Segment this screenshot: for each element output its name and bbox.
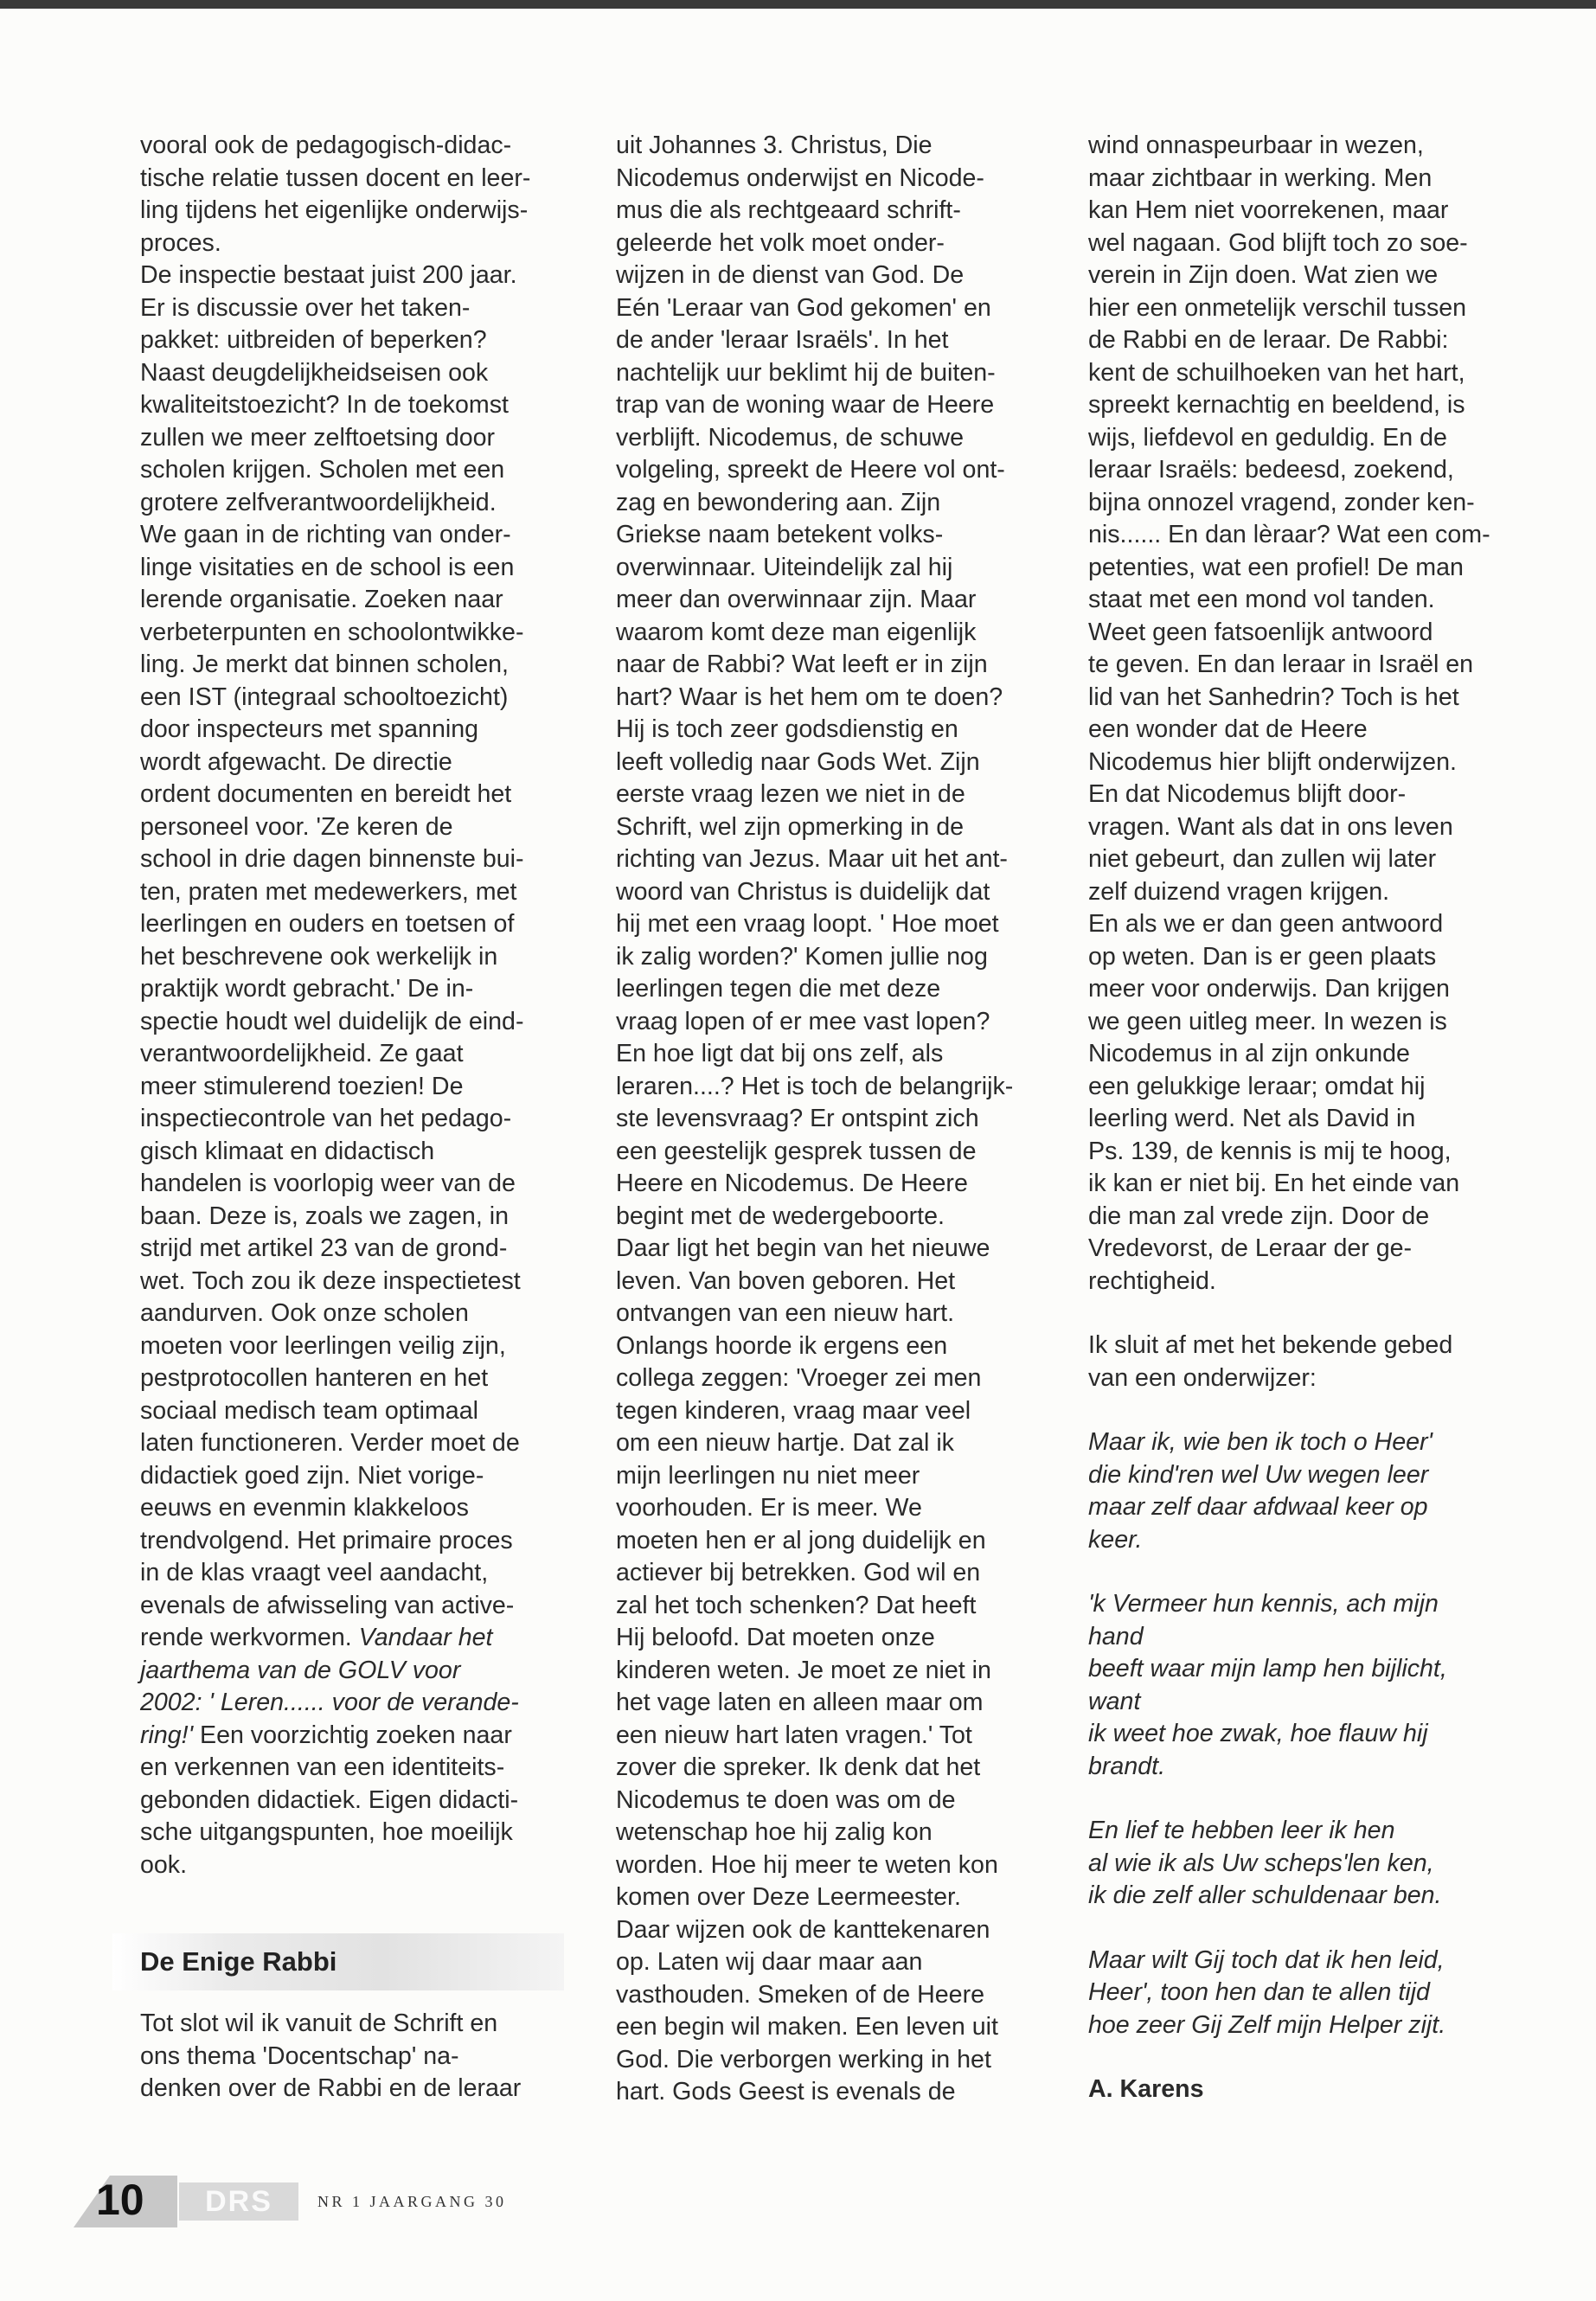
text-line: trap van de woning waar de Heere	[616, 391, 995, 419]
poem-line: En lief te hebben leer ik hen	[1088, 1817, 1395, 1844]
text-column-1	[140, 130, 590, 2106]
poem-line: al wie ik als Uw scheps'len ken,	[1088, 1849, 1434, 1877]
text-line: proces.	[140, 228, 221, 257]
poem	[1088, 1394, 1538, 2041]
text-line: leeft volledig naar Gods Wet. Zijn	[616, 747, 980, 776]
poem-line: keer.	[1088, 1525, 1143, 1554]
text-line: ik zalig worden?' Komen jullie nog	[616, 942, 988, 971]
text-line: zelf duizend vragen krijgen.	[1088, 877, 1390, 906]
text-line: worden. Hoe hij meer te weten kon	[616, 1850, 998, 1879]
text-line: mijn leerlingen nu niet meer	[616, 1461, 920, 1490]
text-line: actiever bij betrekken. God wil en	[616, 1559, 981, 1586]
text-line: Nicodemus in al zijn onkunde	[1088, 1040, 1410, 1067]
text-line: komen over Deze Leermeester.	[616, 1883, 961, 1911]
text-line: Daar wijzen ook de kanttekenaren	[616, 1915, 990, 1944]
text-line: inspectiecontrole van het pedago-	[140, 1105, 512, 1132]
text-line: op weten. Dan is er geen plaats	[1088, 942, 1437, 971]
text-line: een IST (integraal schooltoezicht)	[140, 683, 509, 711]
text-line: richting van Jezus. Maar uit het ant-	[616, 845, 1008, 873]
text-line: Hij beloofd. Dat moeten onze	[616, 1624, 935, 1651]
spacer	[1088, 2041, 1538, 2073]
text-line: eeuws en evenmin klakkeloos	[140, 1494, 469, 1522]
italic-text: 2002: ' Leren...... voor de verande-	[140, 1689, 519, 1716]
text-line: vasthouden. Smeken of de Heere	[616, 1980, 985, 2009]
text-line: wordt afgewacht. De directie	[140, 747, 452, 776]
text-line: meer stimulerend toezien! De	[140, 1072, 464, 1100]
text-line: moeten voor leerlingen veilig zijn,	[140, 1331, 506, 1360]
text-line: nis...... En dan lèraar? Wat een com-	[1088, 521, 1490, 548]
text-line: een geestelijk gesprek tussen de	[616, 1137, 977, 1165]
poem-line: Heer', toon hen dan te allen tijd	[1088, 1978, 1430, 2006]
top-rule	[0, 0, 1596, 9]
text-line: een wonder dat de Heere	[1088, 715, 1368, 743]
text-line: praktijk wordt gebracht.' De in-	[140, 975, 474, 1003]
text-line: We gaan in de richting van onder-	[140, 521, 511, 548]
text-line: een gelukkige leraar; omdat hij	[1088, 1072, 1426, 1100]
text-line: eerste vraag lezen we niet in de	[616, 780, 965, 808]
text-line: trendvolgend. Het primaire proces	[140, 1526, 513, 1554]
text-line: te geven. En dan leraar in Israël en	[1088, 651, 1474, 678]
text-line: kent de schuilhoeken van het hart,	[1088, 358, 1465, 387]
text-line: op. Laten wij daar maar aan	[616, 1948, 923, 1976]
text-line: ik kan er niet bij. En het einde van	[1088, 1170, 1460, 1197]
spacer	[1088, 1556, 1538, 1588]
text-line: zag en bewondering aan. Zijn	[616, 488, 941, 516]
text-line: die man zal vrede zijn. Door de	[1088, 1202, 1430, 1230]
text-line: ons thema 'Docentschap' na-	[140, 2041, 459, 2070]
text-line: overwinnaar. Uiteindelijk zal hij	[616, 553, 953, 581]
spacer	[1088, 1783, 1538, 1815]
text-line: leerlingen tegen die met deze	[616, 975, 941, 1003]
poem-line: maar zelf daar afdwaal keer op	[1088, 1493, 1428, 1521]
body-text	[616, 130, 1074, 2109]
text-line: een begin wil maken. Een leven uit	[616, 2013, 998, 2041]
text-line: vraag lopen of er mee vast lopen?	[616, 1007, 990, 1035]
text-line	[140, 1622, 590, 1655]
text-line: maar zichtbaar in werking. Men	[1088, 163, 1433, 192]
text-line: strijd met artikel 23 van de grond-	[140, 1234, 508, 1262]
text-column-2	[616, 130, 1074, 2109]
text-line: om een nieuw hartje. Dat zal ik	[616, 1429, 954, 1457]
italic-text: Vandaar het	[358, 1624, 493, 1651]
spacer	[1088, 1913, 1538, 1945]
text-line: ordent documenten en bereidt het	[140, 780, 512, 808]
text-line: begint met de wedergeboorte.	[616, 1202, 945, 1230]
text-line: volgeling, spreekt de Heere vol ont-	[616, 456, 1005, 484]
text-line: verein in Zijn doen. Wat zien we	[1088, 261, 1439, 289]
text-line: ling tijdens het eigenlijke onderwijs-	[140, 196, 529, 224]
text-line: lerende organisatie. Zoeken naar	[140, 586, 503, 613]
text-line: Onlangs hoorde ik ergens een	[616, 1331, 948, 1360]
text-line: vragen. Want als dat in ons leven	[1088, 812, 1453, 841]
text-line: de Rabbi en de leraar. De Rabbi:	[1088, 326, 1449, 354]
poem-line: ik die zelf aller schuldenaar ben.	[1088, 1881, 1442, 1909]
body-text	[140, 1752, 590, 1881]
text-line: Weet geen fatsoenlijk antwoord	[1088, 618, 1433, 646]
text-line: verblijft. Nicodemus, de schuwe	[616, 423, 965, 452]
text-column-3	[1088, 130, 1538, 2106]
text-line: leraren....? Het is toch de belangrijk-	[616, 1072, 1014, 1100]
text-line: moeten hen er al jong duidelijk en	[616, 1526, 986, 1554]
text-line: mus die als rechtgeaard schrift-	[616, 196, 961, 224]
text-line: door inspecteurs met spanning	[140, 715, 479, 743]
italic-text: jaarthema van de GOLV voor	[140, 1656, 461, 1684]
poem-stanza	[1088, 1945, 1538, 2042]
text-line: spectie houdt wel duidelijk de eind-	[140, 1007, 524, 1035]
text-line: Nicodemus onderwijst en Nicode-	[616, 163, 984, 192]
text-line: baan. Deze is, zoals we zagen, in	[140, 1202, 509, 1230]
text-line: grotere zelfverantwoordelijkheid.	[140, 488, 497, 516]
text-line	[140, 1720, 590, 1753]
text-line: evenals de afwisseling van active-	[140, 1591, 515, 1619]
text-line: Eén 'Leraar van God gekomen' en	[616, 293, 991, 322]
text-line: petenties, wat een profiel! De man	[1088, 553, 1464, 581]
poem-line: brandt.	[1088, 1752, 1166, 1780]
text-line: verbeterpunten en schoolontwikke-	[140, 618, 524, 646]
text-line: linge visitaties en de school is een	[140, 553, 515, 581]
text-line: leerlingen en ouders en toetsen of	[140, 910, 515, 938]
text-line: Ik sluit af met het bekende gebed	[1088, 1331, 1453, 1359]
text-line: God. Die verborgen werking in het	[616, 2045, 991, 2073]
text-line: kinderen weten. Je moet ze niet in	[616, 1656, 991, 1684]
text-line: wind onnaspeurbaar in wezen,	[1088, 131, 1424, 159]
text-line: De inspectie bestaat juist 200 jaar.	[140, 261, 517, 289]
spacer	[1088, 1298, 1538, 1330]
text-line: hart. Gods Geest is evenals de	[616, 2078, 956, 2106]
poem-stanza	[1088, 1815, 1538, 1913]
text-line: waarom komt deze man eigenlijk	[616, 618, 977, 646]
text-line: Een voorzichtig zoeken naar	[200, 1721, 512, 1749]
text-line: Daar ligt het begin van het nieuwe	[616, 1234, 990, 1262]
poem-line: Maar ik, wie ben ik toch o Heer'	[1088, 1428, 1433, 1456]
text-line: uit Johannes 3. Christus, Die	[616, 131, 933, 159]
text-line: lid van het Sanhedrin? Toch is het	[1088, 683, 1459, 711]
text-line: bijna onnozel vragend, zonder ken-	[1088, 488, 1475, 516]
text-line: zover die spreker. Ik denk dat het	[616, 1753, 981, 1781]
text-line: leven. Van boven geboren. Het	[616, 1266, 956, 1295]
text-line: collega zeggen: 'Vroeger zei men	[616, 1364, 982, 1392]
text-line: wetenschap hoe hij zalig kon	[616, 1818, 933, 1846]
text-line: sociaal medisch team optimaal	[140, 1396, 478, 1425]
text-line: Tot slot wil ik vanuit de Schrift en	[140, 2009, 498, 2037]
text-line: wijzen in de dienst van God. De	[616, 261, 965, 289]
poem-line: die kind'ren wel Uw wegen leer	[1088, 1460, 1429, 1489]
body-text	[1088, 130, 1538, 1298]
text-line: van een onderwijzer:	[1088, 1363, 1317, 1392]
text-line: hart? Waar is het hem om te doen?	[616, 683, 1003, 711]
text-line: het vage laten en alleen maar om	[616, 1689, 984, 1716]
text-line: rechtigheid.	[1088, 1266, 1216, 1295]
text-line: naar de Rabbi? Wat leeft er in zijn	[616, 651, 988, 678]
text-line: aandurven. Ook onze scholen	[140, 1299, 469, 1327]
poem-stanza	[1088, 1588, 1538, 1783]
italic-text: ring!'	[140, 1721, 194, 1749]
text-line: hij met een vraag loopt. ' Hoe moet	[616, 910, 999, 938]
author-name: A. Karens	[1088, 2075, 1204, 2103]
text-line: niet gebeurt, dan zullen wij later	[1088, 845, 1437, 873]
text-line: handelen is voorlopig weer van de	[140, 1170, 516, 1197]
text-line: didactiek goed zijn. Niet vorige-	[140, 1461, 484, 1490]
spacer	[1088, 1394, 1538, 1426]
text-line: meer dan overwinnaar zijn. Maar	[616, 586, 977, 613]
text-line: Schrift, wel zijn opmerking in de	[616, 812, 965, 841]
text-line: en verkennen van een identiteits-	[140, 1753, 505, 1781]
text-line: laten functioneren. Verder moet de	[140, 1429, 520, 1457]
text-line: meer voor onderwijs. Dan krijgen	[1088, 975, 1450, 1003]
text-line: En als we er dan geen antwoord	[1088, 910, 1444, 938]
text-line: ontvangen van een nieuw hart.	[616, 1299, 955, 1327]
poem-line: Maar wilt Gij toch dat ik hen leid,	[1088, 1945, 1445, 1974]
text-line: gisch klimaat en didactisch	[140, 1137, 435, 1165]
text-line: leraar Israëls: bedeesd, zoekend,	[1088, 456, 1454, 484]
text-line: ling. Je merkt dat binnen scholen,	[140, 651, 509, 678]
body-text	[140, 130, 590, 1622]
text-line: pakket: uitbreiden of beperken?	[140, 326, 487, 354]
text-line: geleerde het volk moet onder-	[616, 228, 945, 257]
text-line: rende werkvormen.	[140, 1624, 352, 1651]
text-line: verantwoordelijkheid. Ze gaat	[140, 1040, 464, 1067]
text-line: tische relatie tussen docent en leer-	[140, 163, 531, 192]
body-text	[1088, 1330, 1538, 1394]
poem-line: hand	[1088, 1622, 1144, 1650]
text-line: ook.	[140, 1850, 188, 1879]
text-line: vooral ook de pedagogisch-didac-	[140, 131, 512, 159]
text-line: een nieuw hart laten vragen.' Tot	[616, 1721, 972, 1749]
text-line: pestprotocollen hanteren en het	[140, 1364, 489, 1392]
text-line: staat met een mond vol tanden.	[1088, 586, 1435, 613]
text-line: kan Hem niet voorrekenen, maar	[1088, 196, 1449, 224]
text-line: Er is discussie over het taken-	[140, 293, 471, 322]
page-number: 10	[96, 2176, 144, 2224]
text-line: ten, praten met medewerkers, met	[140, 877, 517, 906]
text-line: gebonden didactiek. Eigen didacti-	[140, 1785, 519, 1814]
text-line: En hoe ligt dat bij ons zelf, als	[616, 1040, 944, 1067]
text-line: Vredevorst, de Leraar der ge-	[1088, 1234, 1413, 1262]
text-line: Heere en Nicodemus. De Heere	[616, 1170, 968, 1197]
text-line: nachtelijk uur beklimt hij de buiten-	[616, 358, 996, 387]
text-line: sche uitgangspunten, hoe moeilijk	[140, 1818, 513, 1846]
text-line: leerling werd. Net als David in	[1088, 1105, 1416, 1132]
text-line: wijs, liefdevol en geduldig. En de	[1088, 423, 1447, 452]
text-line: Ps. 139, de kennis is mij te hoog,	[1088, 1137, 1452, 1165]
page-footer	[74, 2176, 558, 2227]
text-line: spreekt kernachtig en beeldend, is	[1088, 391, 1465, 419]
text-line: in de klas vraagt veel aandacht,	[140, 1559, 489, 1586]
text-line: En dat Nicodemus blijft door-	[1088, 780, 1407, 808]
text-line: voorhouden. Er is meer. We	[616, 1494, 922, 1522]
text-line: we geen uitleg meer. In wezen is	[1088, 1007, 1447, 1035]
issue-info: NR 1 JAARGANG 30	[317, 2193, 507, 2210]
text-line: Nicodemus hier blijft onderwijzen.	[1088, 747, 1457, 776]
spacer	[140, 1990, 590, 2008]
text-line: denken over de Rabbi en de leraar	[140, 2074, 522, 2102]
spacer	[140, 1881, 590, 1933]
text-line: Naast deugdelijkheidseisen ook	[140, 358, 489, 387]
text-line: scholen krijgen. Scholen met een	[140, 456, 505, 484]
text-line: wet. Toch zou ik deze inspectietest	[140, 1266, 521, 1295]
text-line: Nicodemus te doen was om de	[616, 1785, 956, 1814]
text-line: wel nagaan. God blijft toch zo soe-	[1088, 228, 1468, 257]
text-line: ste levensvraag? Er ontspint zich	[616, 1105, 979, 1132]
text-line: woord van Christus is duidelijk dat	[616, 877, 990, 906]
text-line: personeel voor. 'Ze keren de	[140, 812, 453, 841]
poem-line: hoe zeer Gij Zelf mijn Helper zijt.	[1088, 2010, 1446, 2039]
magazine-logo: DRS	[179, 2182, 298, 2221]
text-line: tegen kinderen, vraag maar veel	[616, 1396, 971, 1425]
poem-line: ik weet hoe zwak, hoe flauw hij	[1088, 1720, 1428, 1747]
poem-line: beeft waar mijn lamp hen bijlicht,	[1088, 1655, 1447, 1682]
section-heading: De Enige Rabbi	[112, 1933, 564, 1990]
poem-line: 'k Vermeer hun kennis, ach mijn	[1088, 1590, 1439, 1618]
text-line: zullen we meer zelftoetsing door	[140, 423, 496, 452]
poem-line: want	[1088, 1687, 1141, 1715]
text-line: kwaliteitstoezicht? In de toekomst	[140, 391, 509, 419]
text-line: zal het toch schenken? Dat heeft	[616, 1591, 977, 1619]
text-line: het beschrevene ook werkelijk in	[140, 942, 498, 971]
text-line: de ander 'leraar Israëls'. In het	[616, 326, 949, 354]
poem-stanza	[1088, 1426, 1538, 1556]
body-text	[140, 2008, 590, 2106]
text-line: school in drie dagen binnenste bui-	[140, 845, 524, 873]
text-line: hier een onmetelijk verschil tussen	[1088, 293, 1467, 322]
text-line: Hij is toch zeer godsdienstig en	[616, 715, 958, 743]
text-line: Griekse naam betekent volks-	[616, 521, 944, 548]
